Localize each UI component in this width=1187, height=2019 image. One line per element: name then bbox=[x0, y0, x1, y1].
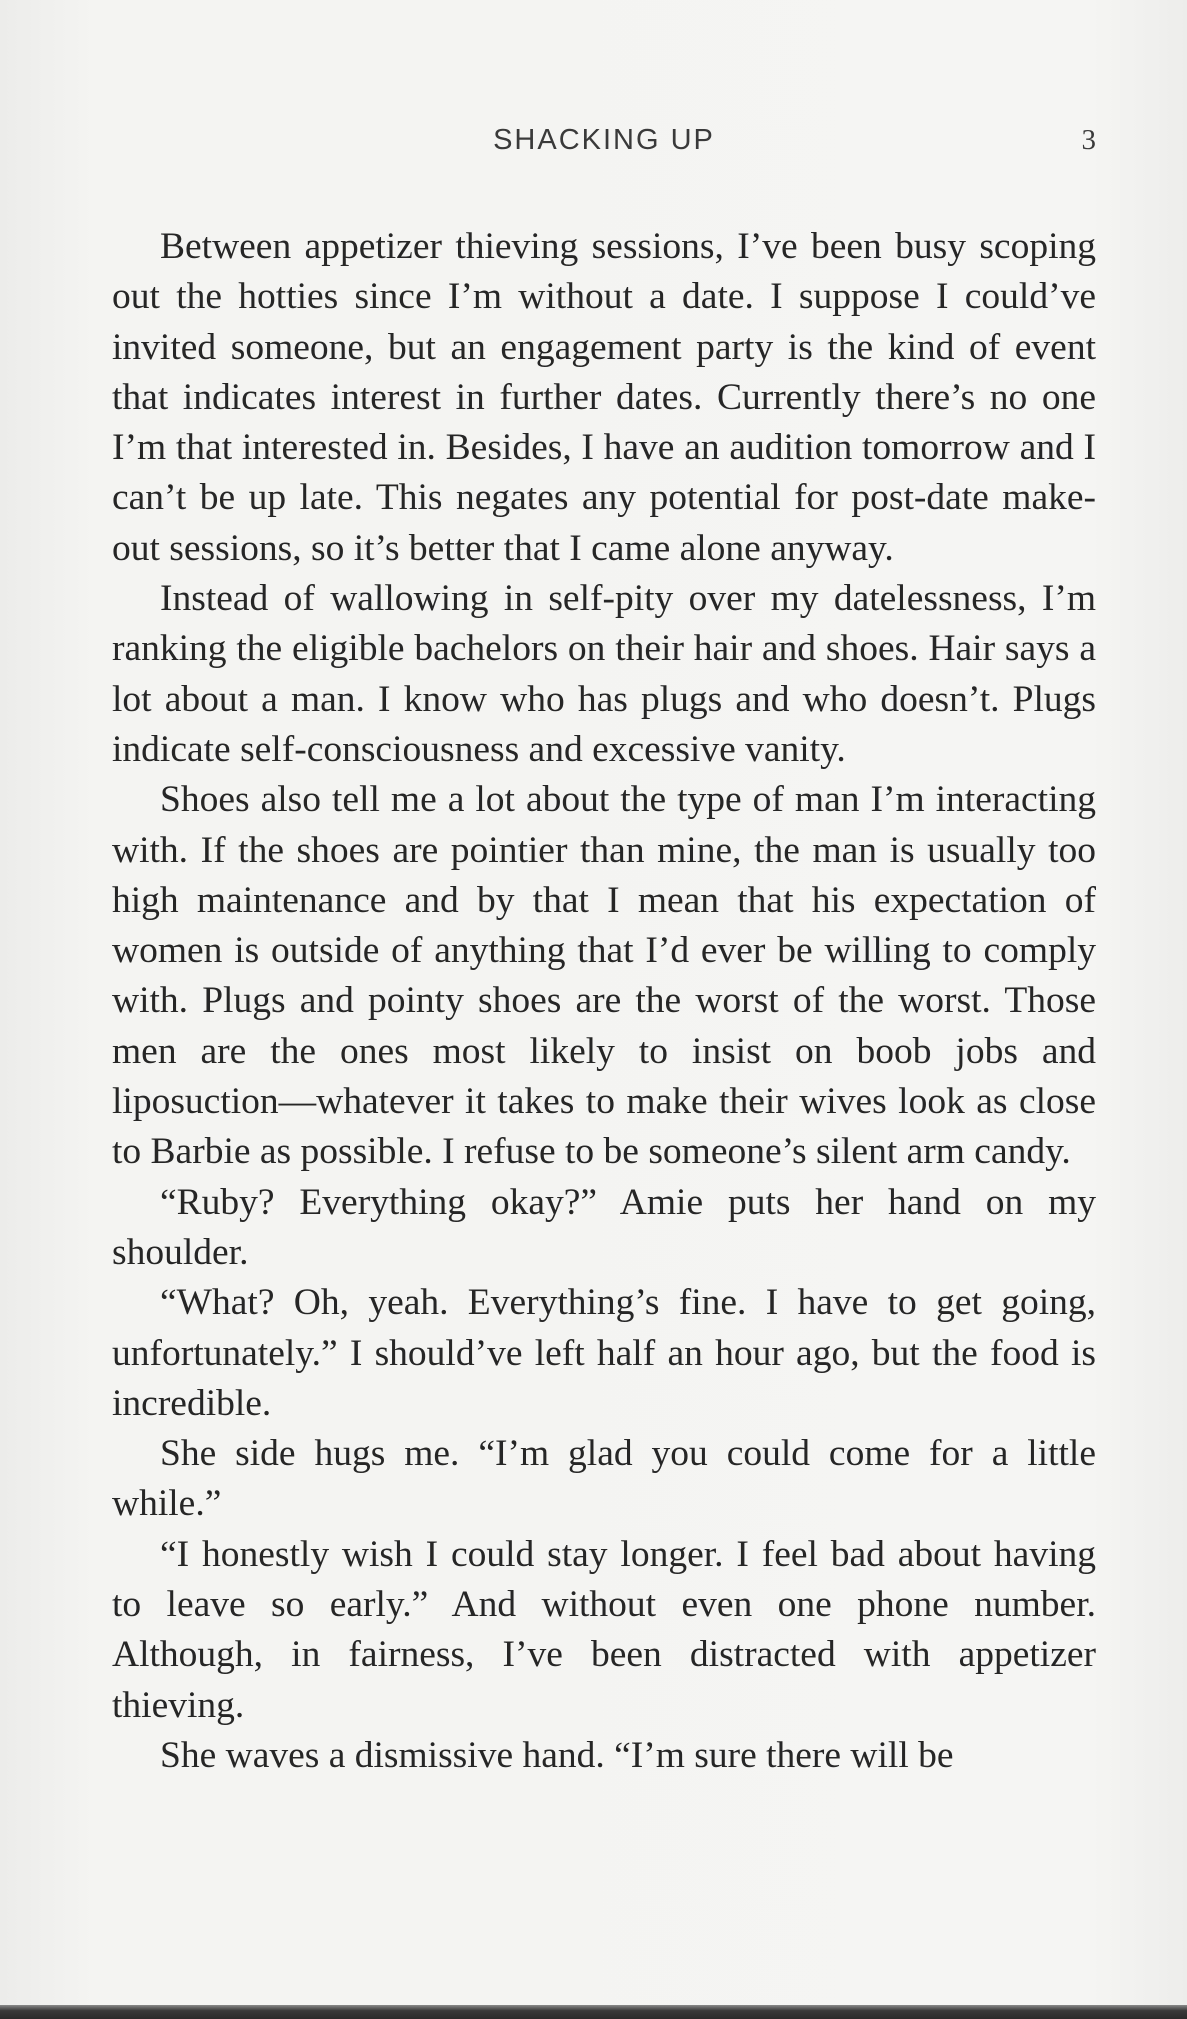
running-head: SHACKING UP bbox=[493, 124, 715, 156]
paragraph: Between appetizer thieving sessions, I’ve been busy scoping out the hotties since I’m without a date. I suppose I could’ve invited someone, but an engagement party is the kind of event that indicates interest in further dates. Currently there’s no one I’m that interested in. Besides, I have an audition tomorrow and I can’t be up late. This negates any potential for post-date make-out sessions, so it’s better that I came alone anyway. bbox=[112, 226, 1096, 569]
paragraph: Shoes also tell me a lot about the type of man I’m interacting with. If the shoes are pointier than mine, the man is usually too high maintenance and by that I mean that his expectation of women is outside of anything that I’d ever be willing to comply with. Plugs and pointy shoes are the worst of the worst. Those men are the ones most likely to insist on boob jobs and liposuction—whatever it takes to make their wives look as close to Barbie as possible. I refuse to be someone’s silent arm candy. bbox=[112, 779, 1096, 1173]
page-bottom-edge bbox=[0, 2005, 1187, 2019]
paragraph: Instead of wallowing in self-pity over my datelessness, I’m ranking the eligible bachelors on their hair and shoes. Hair says a lot about a man. I know who has plugs and who doesn’t. Plugs indicate self-consciousness and excessive vanity. bbox=[112, 578, 1096, 770]
paragraph: “Ruby? Everything okay?” Amie puts her hand on my shoulder. bbox=[112, 1181, 1096, 1273]
body-text bbox=[112, 222, 1096, 1781]
page-header bbox=[112, 124, 1096, 164]
paragraph: She waves a dismissive hand. “I’m sure there will be bbox=[160, 1734, 954, 1776]
paragraph: “I honestly wish I could stay longer. I feel bad about having to leave so early.” And without even one phone number. Although, in fairness, I’ve been distracted with appetizer thieving. bbox=[112, 1533, 1096, 1726]
paragraph: She side hugs me. “I’m glad you could come for a little while.” bbox=[112, 1433, 1096, 1525]
paragraph: “What? Oh, yeah. Everything’s fine. I have to get going, unfortunately.” I should’ve left half an hour ago, but the food is incredible. bbox=[112, 1282, 1096, 1424]
page-number: 3 bbox=[1081, 124, 1096, 156]
